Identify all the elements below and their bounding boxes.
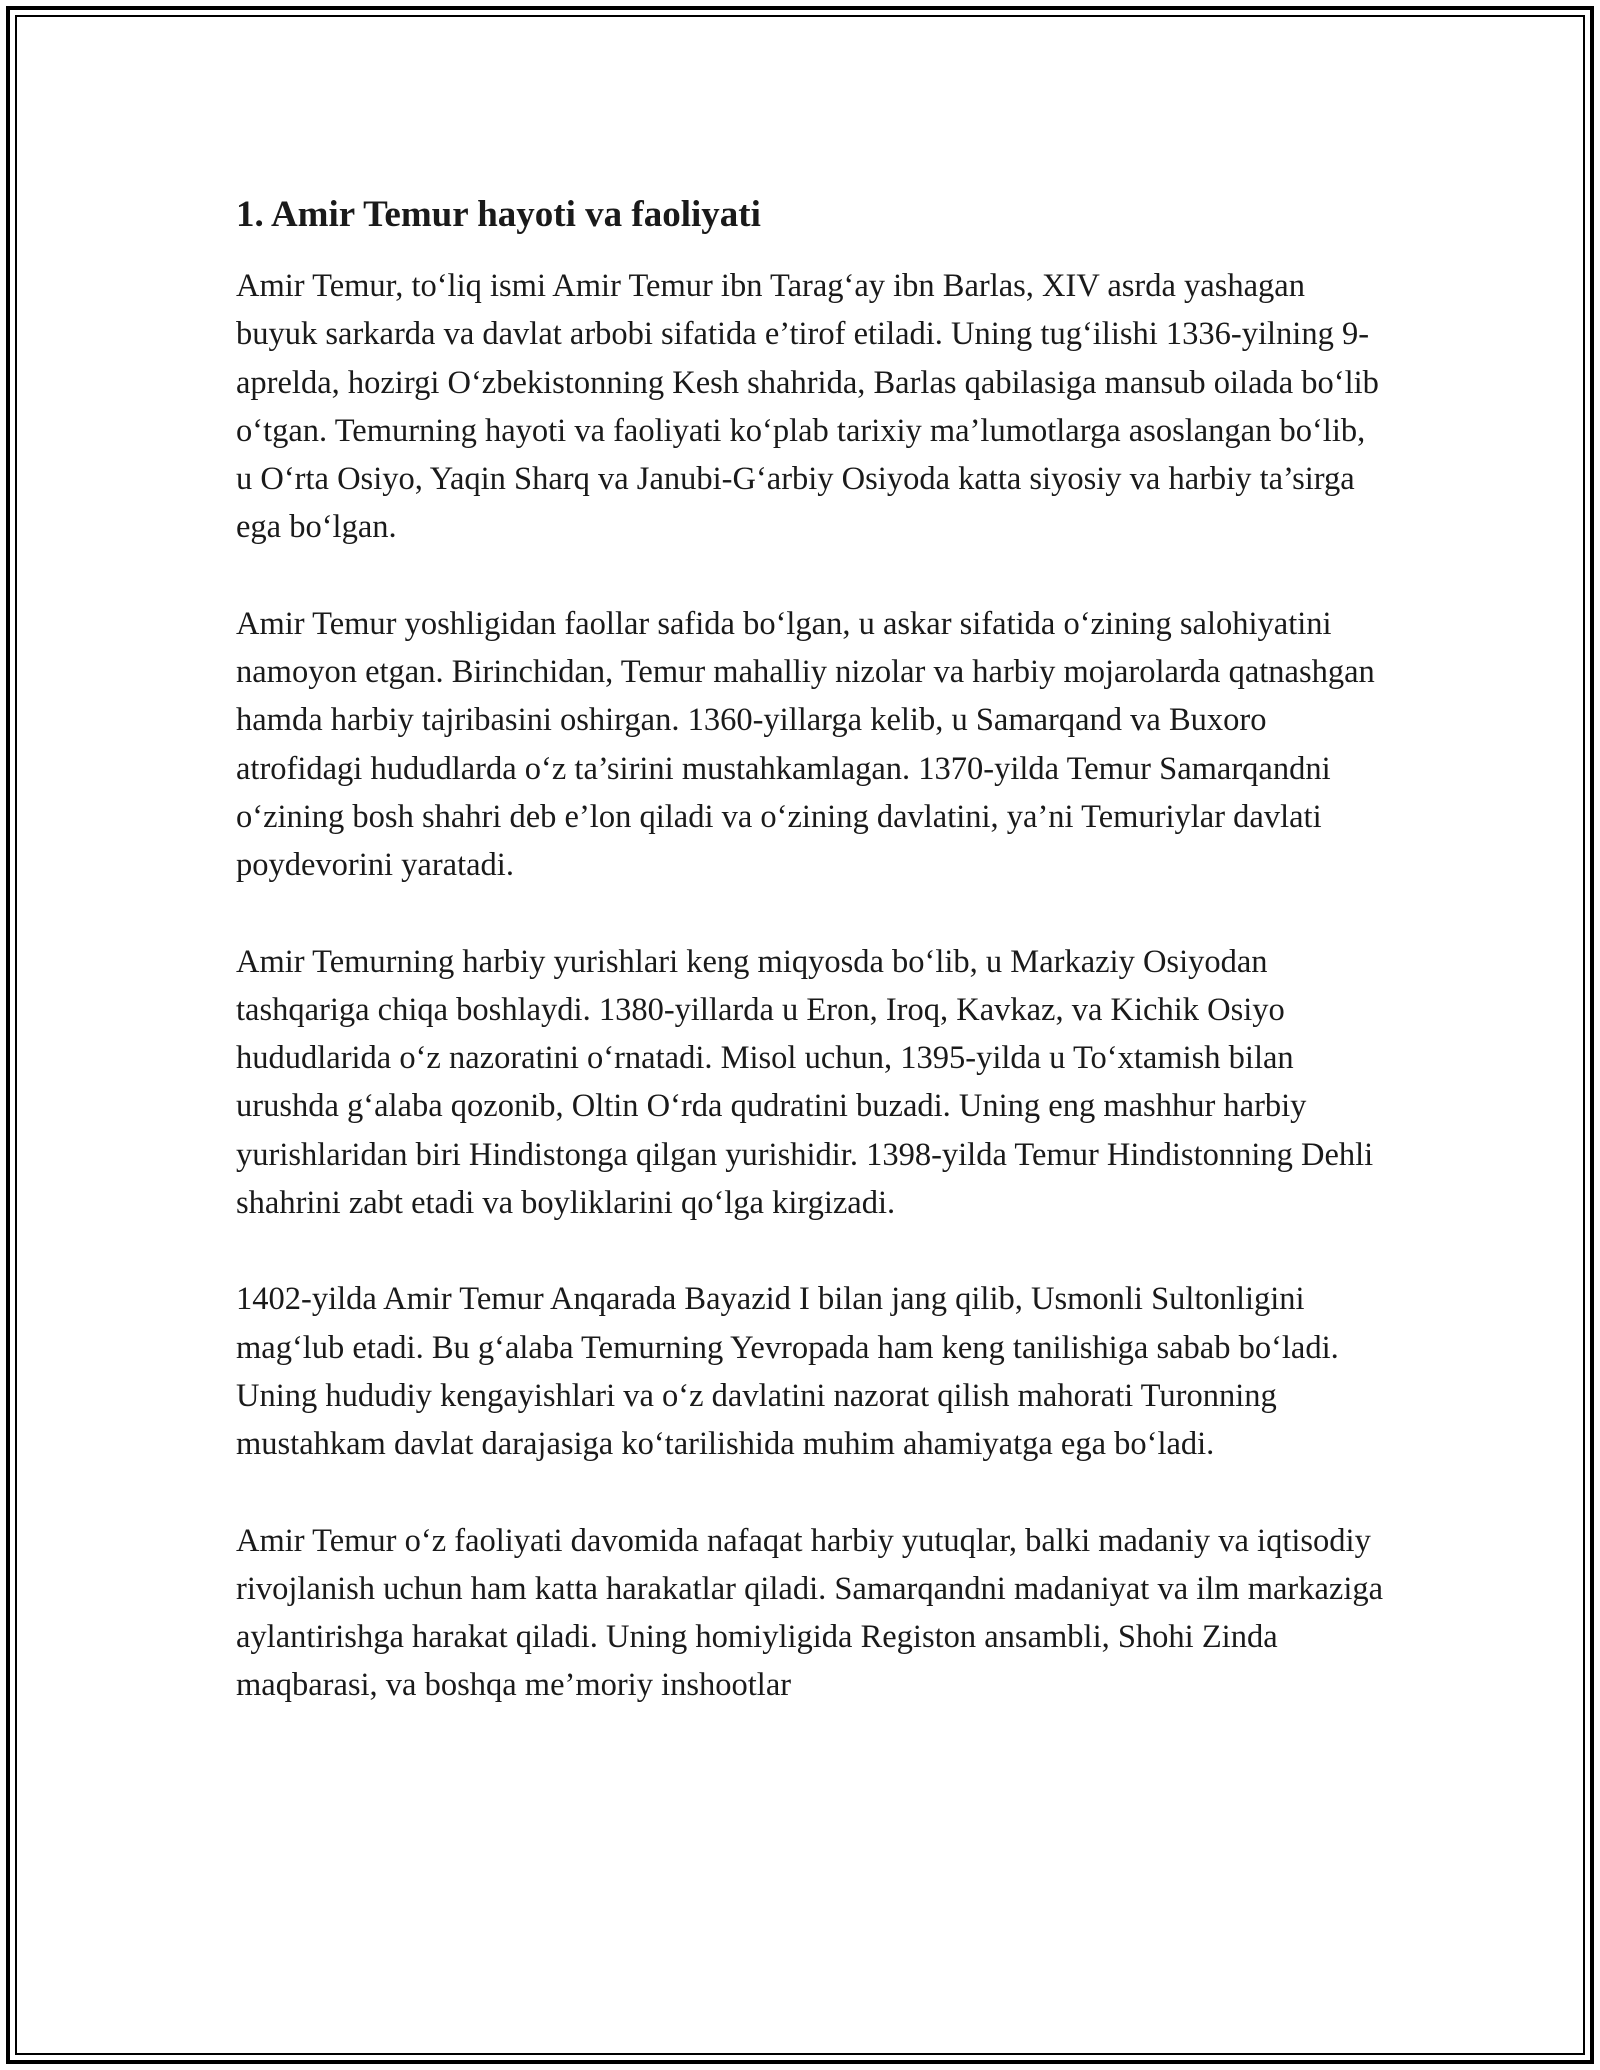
document-body xyxy=(236,190,1386,1710)
paragraph-4: 1402-yilda Amir Temur Anqarada Bayazid I bilan jang qilib, Usmonli Sultonligini mag‘lub etadi. Bu g‘alaba Temurning Yevropada ham keng tanilishiga sabab bo‘ladi. Uning hududiy kengayishlari va o‘z davlatini nazorat qilish mahorati Turonning mustahkam davlat darajasiga ko‘tarilishida muhim ahamiyatga ega bo‘ladi. xyxy=(236,1281,1339,1463)
paragraph-5: Amir Temur o‘z faoliyati davomida nafaqat harbiy yutuqlar, balki madaniy va iqtisodiy rivojlanish uchun ham katta harakatlar qiladi. Samarqandni madaniyat va ilm markaziga aylantirishga harakat qiladi. Uning homiyligida Registon ansambli, Shohi Zinda maqbarasi, va boshqa me’moriy inshootlar xyxy=(236,1522,1384,1704)
paragraph-3: Amir Temurning harbiy yurishlari keng miqyosda bo‘lib, u Markaziy Osiyodan tashqariga chiqa boshlaydi. 1380-yillarda u Eron, Iroq, Kavkaz, va Kichik Osiyo hududlarida o‘z nazoratini o‘rnatadi. Misol uchun, 1395-yilda u To‘xtamish bilan urushda g‘alaba qozonib, Oltin O‘rda qudratini buzadi. Uning eng mashhur harbiy yurishlaridan biri Hindistonga qilgan yurishidir. 1398-yilda Temur Hindistonning Dehli shahrini zabt etadi va boyliklarini qo‘lga kirgizadi. xyxy=(236,943,1374,1222)
section-title: 1. Amir Temur hayoti va faoliyati xyxy=(236,194,761,235)
paragraph-2: Amir Temur yoshligidan faollar safida bo‘lgan, u askar sifatida o‘zining salohiyatini namoyon etgan. Birinchidan, Temur mahalliy nizolar va harbiy mojarolarda qatnashgan hamda harbiy tajribasini oshirgan. 1360-yillarga kelib, u Samarqand va Buxoro atrofidagi hududlarda o‘z ta’sirini mustahkamlagan. 1370-yilda Temur Samarqandni o‘zining bosh shahri deb e’lon qiladi va o‘zining davlatini, ya’ni Temuriylar davlati poydevorini yaratadi. xyxy=(236,605,1375,884)
paragraph-1: Amir Temur, to‘liq ismi Amir Temur ibn Tarag‘ay ibn Barlas, XIV asrda yashagan buyuk sarkarda va davlat arbobi sifatida e’tirof etiladi. Uning tug‘ilishi 1336-yilning 9-aprelda, hozirgi O‘zbekistonning Kesh shahrida, Barlas qabilasiga mansub oilada bo‘lib o‘tgan. Temurning hayoti va faoliyati ko‘plab tarixiy ma’lumotlarga asoslangan bo‘lib, u O‘rta Osiyo, Yaqin Sharq va Janubi-G‘arbiy Osiyoda katta siyosiy va harbiy ta’sirga ega bo‘lgan. xyxy=(236,268,1379,546)
